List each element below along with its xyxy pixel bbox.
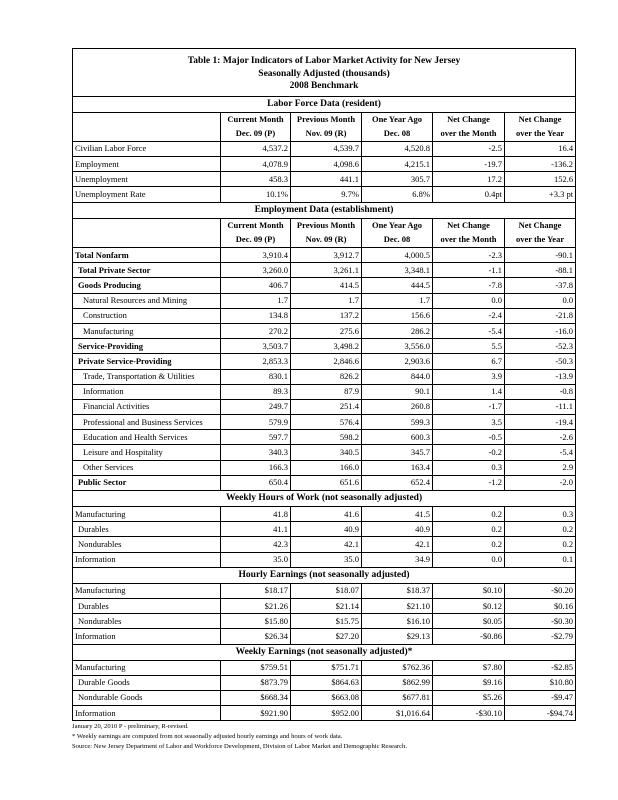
footnote-source: Source: New Jersey Department of Labor and Workforce Development, Division of Labor Market and Demographic Research. xyxy=(72,743,407,751)
row-value: $21.14 xyxy=(291,598,362,613)
column-header: Net Change xyxy=(505,112,576,127)
table-row xyxy=(73,460,576,475)
row-label: Employment xyxy=(73,157,221,172)
row-value: 35.0 xyxy=(221,552,291,567)
row-value: 1.7 xyxy=(362,293,433,308)
row-value: 2,853.3 xyxy=(221,354,291,369)
row-value: $668.34 xyxy=(221,690,291,705)
footnote-date: January 20, 2010 P - preliminary, R-revised. xyxy=(72,723,189,731)
row-label: Information xyxy=(73,706,221,721)
row-value: -0.2 xyxy=(433,445,505,460)
row-value: 0.2 xyxy=(505,522,576,537)
row-value: $18.07 xyxy=(291,583,362,598)
row-value: $0.05 xyxy=(433,614,505,629)
row-value: 830.1 xyxy=(221,369,291,384)
column-header-row-top xyxy=(73,112,576,127)
row-value: -19.4 xyxy=(505,415,576,430)
row-value: $21.10 xyxy=(362,598,433,613)
table-row xyxy=(73,660,576,675)
row-value: -1.1 xyxy=(433,263,505,278)
row-value: 6.7 xyxy=(433,354,505,369)
row-value: 90.1 xyxy=(362,384,433,399)
row-value: 3,912.7 xyxy=(291,248,362,263)
section-header-row xyxy=(73,202,576,218)
column-header-blank xyxy=(73,112,221,127)
row-value: -$94.74 xyxy=(505,706,576,721)
row-value: -2.5 xyxy=(433,141,505,156)
row-value: 40.9 xyxy=(362,522,433,537)
row-label: Nondurables xyxy=(73,614,221,629)
row-label: Goods Producing xyxy=(73,278,221,293)
row-value: $762.36 xyxy=(362,660,433,675)
row-value: -$0.30 xyxy=(505,614,576,629)
row-value: 441.1 xyxy=(291,172,362,187)
row-value: 9.7% xyxy=(291,187,362,202)
section-title: Labor Force Data (resident) xyxy=(73,96,576,112)
row-value: -13.9 xyxy=(505,369,576,384)
row-value: 844.0 xyxy=(362,369,433,384)
row-value: 0.4pt xyxy=(433,187,505,202)
row-label: Total Nonfarm xyxy=(73,248,221,263)
row-value: $18.37 xyxy=(362,583,433,598)
table-row xyxy=(73,522,576,537)
row-label: Information xyxy=(73,629,221,644)
table-row xyxy=(73,629,576,644)
column-header-blank xyxy=(73,127,221,142)
row-value: 652.4 xyxy=(362,475,433,490)
row-value: $1,016.64 xyxy=(362,706,433,721)
table-row xyxy=(73,706,576,721)
table-row xyxy=(73,399,576,414)
column-header-blank xyxy=(73,218,221,233)
table-title xyxy=(73,49,576,97)
row-value: 251.4 xyxy=(291,399,362,414)
section-header-row xyxy=(73,491,576,507)
row-value: $759.51 xyxy=(221,660,291,675)
row-value: -19.7 xyxy=(433,157,505,172)
row-value: -136.2 xyxy=(505,157,576,172)
row-value: $9.16 xyxy=(433,675,505,690)
table-row xyxy=(73,583,576,598)
row-value: 35.0 xyxy=(291,552,362,567)
row-value: $15.75 xyxy=(291,614,362,629)
row-label: Construction xyxy=(73,308,221,323)
row-value: 3.5 xyxy=(433,415,505,430)
row-value: 270.2 xyxy=(221,323,291,338)
row-value: 17.2 xyxy=(433,172,505,187)
row-label: Education and Health Services xyxy=(73,430,221,445)
row-label: Nondurable Goods xyxy=(73,690,221,705)
row-value: 156.6 xyxy=(362,308,433,323)
row-value: 137.2 xyxy=(291,308,362,323)
row-label: Leisure and Hospitality xyxy=(73,445,221,460)
row-value: $29.13 xyxy=(362,629,433,644)
row-value: $15.80 xyxy=(221,614,291,629)
column-header: Net Change xyxy=(433,218,505,233)
row-value: 406.7 xyxy=(221,278,291,293)
row-label: Nondurables xyxy=(73,537,221,552)
row-value: -1.2 xyxy=(433,475,505,490)
table-row xyxy=(73,141,576,156)
table-row xyxy=(73,475,576,490)
section-header-row xyxy=(73,96,576,112)
row-value: 444.5 xyxy=(362,278,433,293)
section-title: Employment Data (establishment) xyxy=(73,202,576,218)
table-row xyxy=(73,248,576,263)
row-value: $663.08 xyxy=(291,690,362,705)
row-value: +3.3 pt xyxy=(505,187,576,202)
row-value: 41.5 xyxy=(362,507,433,522)
row-value: 3,556.0 xyxy=(362,339,433,354)
row-value: -88.1 xyxy=(505,263,576,278)
row-value: -0.8 xyxy=(505,384,576,399)
column-header: Nov. 09 (R) xyxy=(291,127,362,142)
row-value: 3,261.1 xyxy=(291,263,362,278)
row-value: -$9.47 xyxy=(505,690,576,705)
row-value: 0.3 xyxy=(505,507,576,522)
row-value: 1.4 xyxy=(433,384,505,399)
table-row xyxy=(73,172,576,187)
row-value: $0.16 xyxy=(505,598,576,613)
row-label: Service-Providing xyxy=(73,339,221,354)
table-row xyxy=(73,323,576,338)
table-row xyxy=(73,552,576,567)
row-value: -7.8 xyxy=(433,278,505,293)
row-value: -2.3 xyxy=(433,248,505,263)
row-value: 3.9 xyxy=(433,369,505,384)
row-value: $677.81 xyxy=(362,690,433,705)
row-value: 3,348.1 xyxy=(362,263,433,278)
row-value: 5.5 xyxy=(433,339,505,354)
column-header: One Year Ago xyxy=(362,112,433,127)
section-header-row xyxy=(73,644,576,660)
row-value: $26.34 xyxy=(221,629,291,644)
row-value: $5.26 xyxy=(433,690,505,705)
section-header-row xyxy=(73,567,576,583)
row-label: Manufacturing xyxy=(73,660,221,675)
table-row xyxy=(73,187,576,202)
row-value: -5.4 xyxy=(433,323,505,338)
row-value: $18.17 xyxy=(221,583,291,598)
row-value: 10.1% xyxy=(221,187,291,202)
row-value: 42.3 xyxy=(221,537,291,552)
row-value: 340.3 xyxy=(221,445,291,460)
row-label: Durable Goods xyxy=(73,675,221,690)
table-row xyxy=(73,278,576,293)
row-value: -11.1 xyxy=(505,399,576,414)
row-value: 1.7 xyxy=(221,293,291,308)
row-value: $952.00 xyxy=(291,706,362,721)
column-header-row-bottom xyxy=(73,127,576,142)
row-value: -16.0 xyxy=(505,323,576,338)
footnotes xyxy=(72,722,575,752)
row-value: 3,260.0 xyxy=(221,263,291,278)
row-value: -$2.85 xyxy=(505,660,576,675)
row-value: $862.99 xyxy=(362,675,433,690)
row-value: 87.9 xyxy=(291,384,362,399)
row-value: $0.12 xyxy=(433,598,505,613)
table-row xyxy=(73,675,576,690)
row-value: 260.8 xyxy=(362,399,433,414)
row-value: 0.0 xyxy=(505,293,576,308)
table-row xyxy=(73,308,576,323)
table-row xyxy=(73,354,576,369)
row-value: -52.3 xyxy=(505,339,576,354)
table-title-line1: Table 1: Major Indicators of Labor Market Activity for New Jersey xyxy=(187,56,461,66)
table-title-line2: Seasonally Adjusted (thousands) xyxy=(258,68,390,79)
table-row xyxy=(73,415,576,430)
table-row xyxy=(73,445,576,460)
row-label: Private Service-Providing xyxy=(73,354,221,369)
table-row xyxy=(73,690,576,705)
row-value: 0.0 xyxy=(433,293,505,308)
section-title: Hourly Earnings (not seasonally adjusted) xyxy=(73,567,576,583)
column-header-row-top xyxy=(73,218,576,233)
row-value: 166.3 xyxy=(221,460,291,475)
row-value: 6.8% xyxy=(362,187,433,202)
row-value: 598.2 xyxy=(291,430,362,445)
row-value: 2,903.6 xyxy=(362,354,433,369)
row-label: Other Services xyxy=(73,460,221,475)
row-label: Financial Activities xyxy=(73,399,221,414)
column-header: One Year Ago xyxy=(362,218,433,233)
row-value: $16.10 xyxy=(362,614,433,629)
table-row xyxy=(73,339,576,354)
row-value: 16.4 xyxy=(505,141,576,156)
row-value: 0.2 xyxy=(505,537,576,552)
column-header-row-bottom xyxy=(73,233,576,248)
column-header: Nov. 09 (R) xyxy=(291,233,362,248)
row-value: 3,498.2 xyxy=(291,339,362,354)
row-value: $873.79 xyxy=(221,675,291,690)
row-value: -$30.10 xyxy=(433,706,505,721)
row-value: 40.9 xyxy=(291,522,362,537)
row-label: Manufacturing xyxy=(73,507,221,522)
row-label: Durables xyxy=(73,598,221,613)
row-value: 3,910.4 xyxy=(221,248,291,263)
row-value: 826.2 xyxy=(291,369,362,384)
row-value: 152.6 xyxy=(505,172,576,187)
row-value: -1.7 xyxy=(433,399,505,414)
table-row xyxy=(73,507,576,522)
column-header: over the Year xyxy=(505,233,576,248)
row-value: 4,098.6 xyxy=(291,157,362,172)
column-header-blank xyxy=(73,233,221,248)
row-value: -37.8 xyxy=(505,278,576,293)
table-row xyxy=(73,263,576,278)
row-value: $27.20 xyxy=(291,629,362,644)
row-value: 286.2 xyxy=(362,323,433,338)
row-value: 166.0 xyxy=(291,460,362,475)
row-value: 0.2 xyxy=(433,507,505,522)
row-value: 0.2 xyxy=(433,522,505,537)
report-table-container xyxy=(72,48,575,752)
column-header: Dec. 09 (P) xyxy=(221,127,291,142)
column-header: Previous Month xyxy=(291,112,362,127)
row-value: 0.2 xyxy=(433,537,505,552)
row-value: 340.5 xyxy=(291,445,362,460)
table-row xyxy=(73,369,576,384)
row-value: 414.5 xyxy=(291,278,362,293)
column-header: over the Month xyxy=(433,127,505,142)
row-value: -$2.79 xyxy=(505,629,576,644)
column-header: over the Month xyxy=(433,233,505,248)
table-row xyxy=(73,598,576,613)
row-value: $21.26 xyxy=(221,598,291,613)
row-value: 34.9 xyxy=(362,552,433,567)
row-label: Manufacturing xyxy=(73,323,221,338)
row-value: $10.80 xyxy=(505,675,576,690)
column-header: Dec. 08 xyxy=(362,127,433,142)
row-value: 0.0 xyxy=(433,552,505,567)
table-row xyxy=(73,537,576,552)
column-header: Dec. 08 xyxy=(362,233,433,248)
column-header: over the Year xyxy=(505,127,576,142)
row-value: 41.6 xyxy=(291,507,362,522)
row-value: 597.7 xyxy=(221,430,291,445)
column-header: Current Month xyxy=(221,218,291,233)
row-value: -2.0 xyxy=(505,475,576,490)
row-value: 650.4 xyxy=(221,475,291,490)
row-value: -90.1 xyxy=(505,248,576,263)
column-header: Current Month xyxy=(221,112,291,127)
row-label: Professional and Business Services xyxy=(73,415,221,430)
labor-market-table xyxy=(72,48,576,721)
row-value: 0.1 xyxy=(505,552,576,567)
row-value: 576.4 xyxy=(291,415,362,430)
row-value: 3,503.7 xyxy=(221,339,291,354)
row-value: 1.7 xyxy=(291,293,362,308)
row-value: -2.6 xyxy=(505,430,576,445)
column-header: Dec. 09 (P) xyxy=(221,233,291,248)
row-value: 249.7 xyxy=(221,399,291,414)
row-value: 4,520.8 xyxy=(362,141,433,156)
row-value: -21.8 xyxy=(505,308,576,323)
row-value: -$0.86 xyxy=(433,629,505,644)
row-value: $921.90 xyxy=(221,706,291,721)
row-value: -5.4 xyxy=(505,445,576,460)
row-value: 651.6 xyxy=(291,475,362,490)
row-label: Trade, Transportation & Utilities xyxy=(73,369,221,384)
footnote-weekly-earnings: * Weekly earnings are computed from not seasonally adjusted hourly earnings and hours of work data. xyxy=(72,733,343,741)
row-value: -0.5 xyxy=(433,430,505,445)
table-row xyxy=(73,157,576,172)
row-value: 4,000.5 xyxy=(362,248,433,263)
row-value: 2.9 xyxy=(505,460,576,475)
row-value: 4,215.1 xyxy=(362,157,433,172)
row-value: 42.1 xyxy=(291,537,362,552)
row-label: Natural Resources and Mining xyxy=(73,293,221,308)
row-label: Civilian Labor Force xyxy=(73,141,221,156)
row-value: 599.3 xyxy=(362,415,433,430)
row-value: $864.63 xyxy=(291,675,362,690)
row-value: 4,539.7 xyxy=(291,141,362,156)
row-value: -50.3 xyxy=(505,354,576,369)
row-value: -$0.20 xyxy=(505,583,576,598)
row-value: 579.9 xyxy=(221,415,291,430)
row-value: 4,078.9 xyxy=(221,157,291,172)
table-title-line3: 2008 Benchmark xyxy=(289,81,359,91)
row-label: Unemployment Rate xyxy=(73,187,221,202)
column-header: Net Change xyxy=(433,112,505,127)
table-row xyxy=(73,293,576,308)
section-title: Weekly Hours of Work (not seasonally adjusted) xyxy=(73,491,576,507)
row-label: Information xyxy=(73,552,221,567)
row-value: 305.7 xyxy=(362,172,433,187)
row-value: 345.7 xyxy=(362,445,433,460)
row-label: Unemployment xyxy=(73,172,221,187)
row-value: -2.4 xyxy=(433,308,505,323)
row-value: 41.8 xyxy=(221,507,291,522)
table-row xyxy=(73,430,576,445)
row-value: 2,846.6 xyxy=(291,354,362,369)
row-value: 458.3 xyxy=(221,172,291,187)
row-value: 275.6 xyxy=(291,323,362,338)
row-value: $0.10 xyxy=(433,583,505,598)
row-value: 89.3 xyxy=(221,384,291,399)
row-value: 134.8 xyxy=(221,308,291,323)
row-label: Information xyxy=(73,384,221,399)
column-header: Net Change xyxy=(505,218,576,233)
row-label: Durables xyxy=(73,522,221,537)
row-label: Manufacturing xyxy=(73,583,221,598)
row-value: 0.3 xyxy=(433,460,505,475)
row-value: 600.3 xyxy=(362,430,433,445)
row-label: Total Private Sector xyxy=(73,263,221,278)
row-label: Public Sector xyxy=(73,475,221,490)
column-header: Previous Month xyxy=(291,218,362,233)
row-value: 4,537.2 xyxy=(221,141,291,156)
table-row xyxy=(73,614,576,629)
table-row xyxy=(73,384,576,399)
row-value: 42.1 xyxy=(362,537,433,552)
row-value: 41.1 xyxy=(221,522,291,537)
section-title: Weekly Earnings (not seasonally adjusted)* xyxy=(73,644,576,660)
row-value: $751.71 xyxy=(291,660,362,675)
row-value: $7.80 xyxy=(433,660,505,675)
row-value: 163.4 xyxy=(362,460,433,475)
